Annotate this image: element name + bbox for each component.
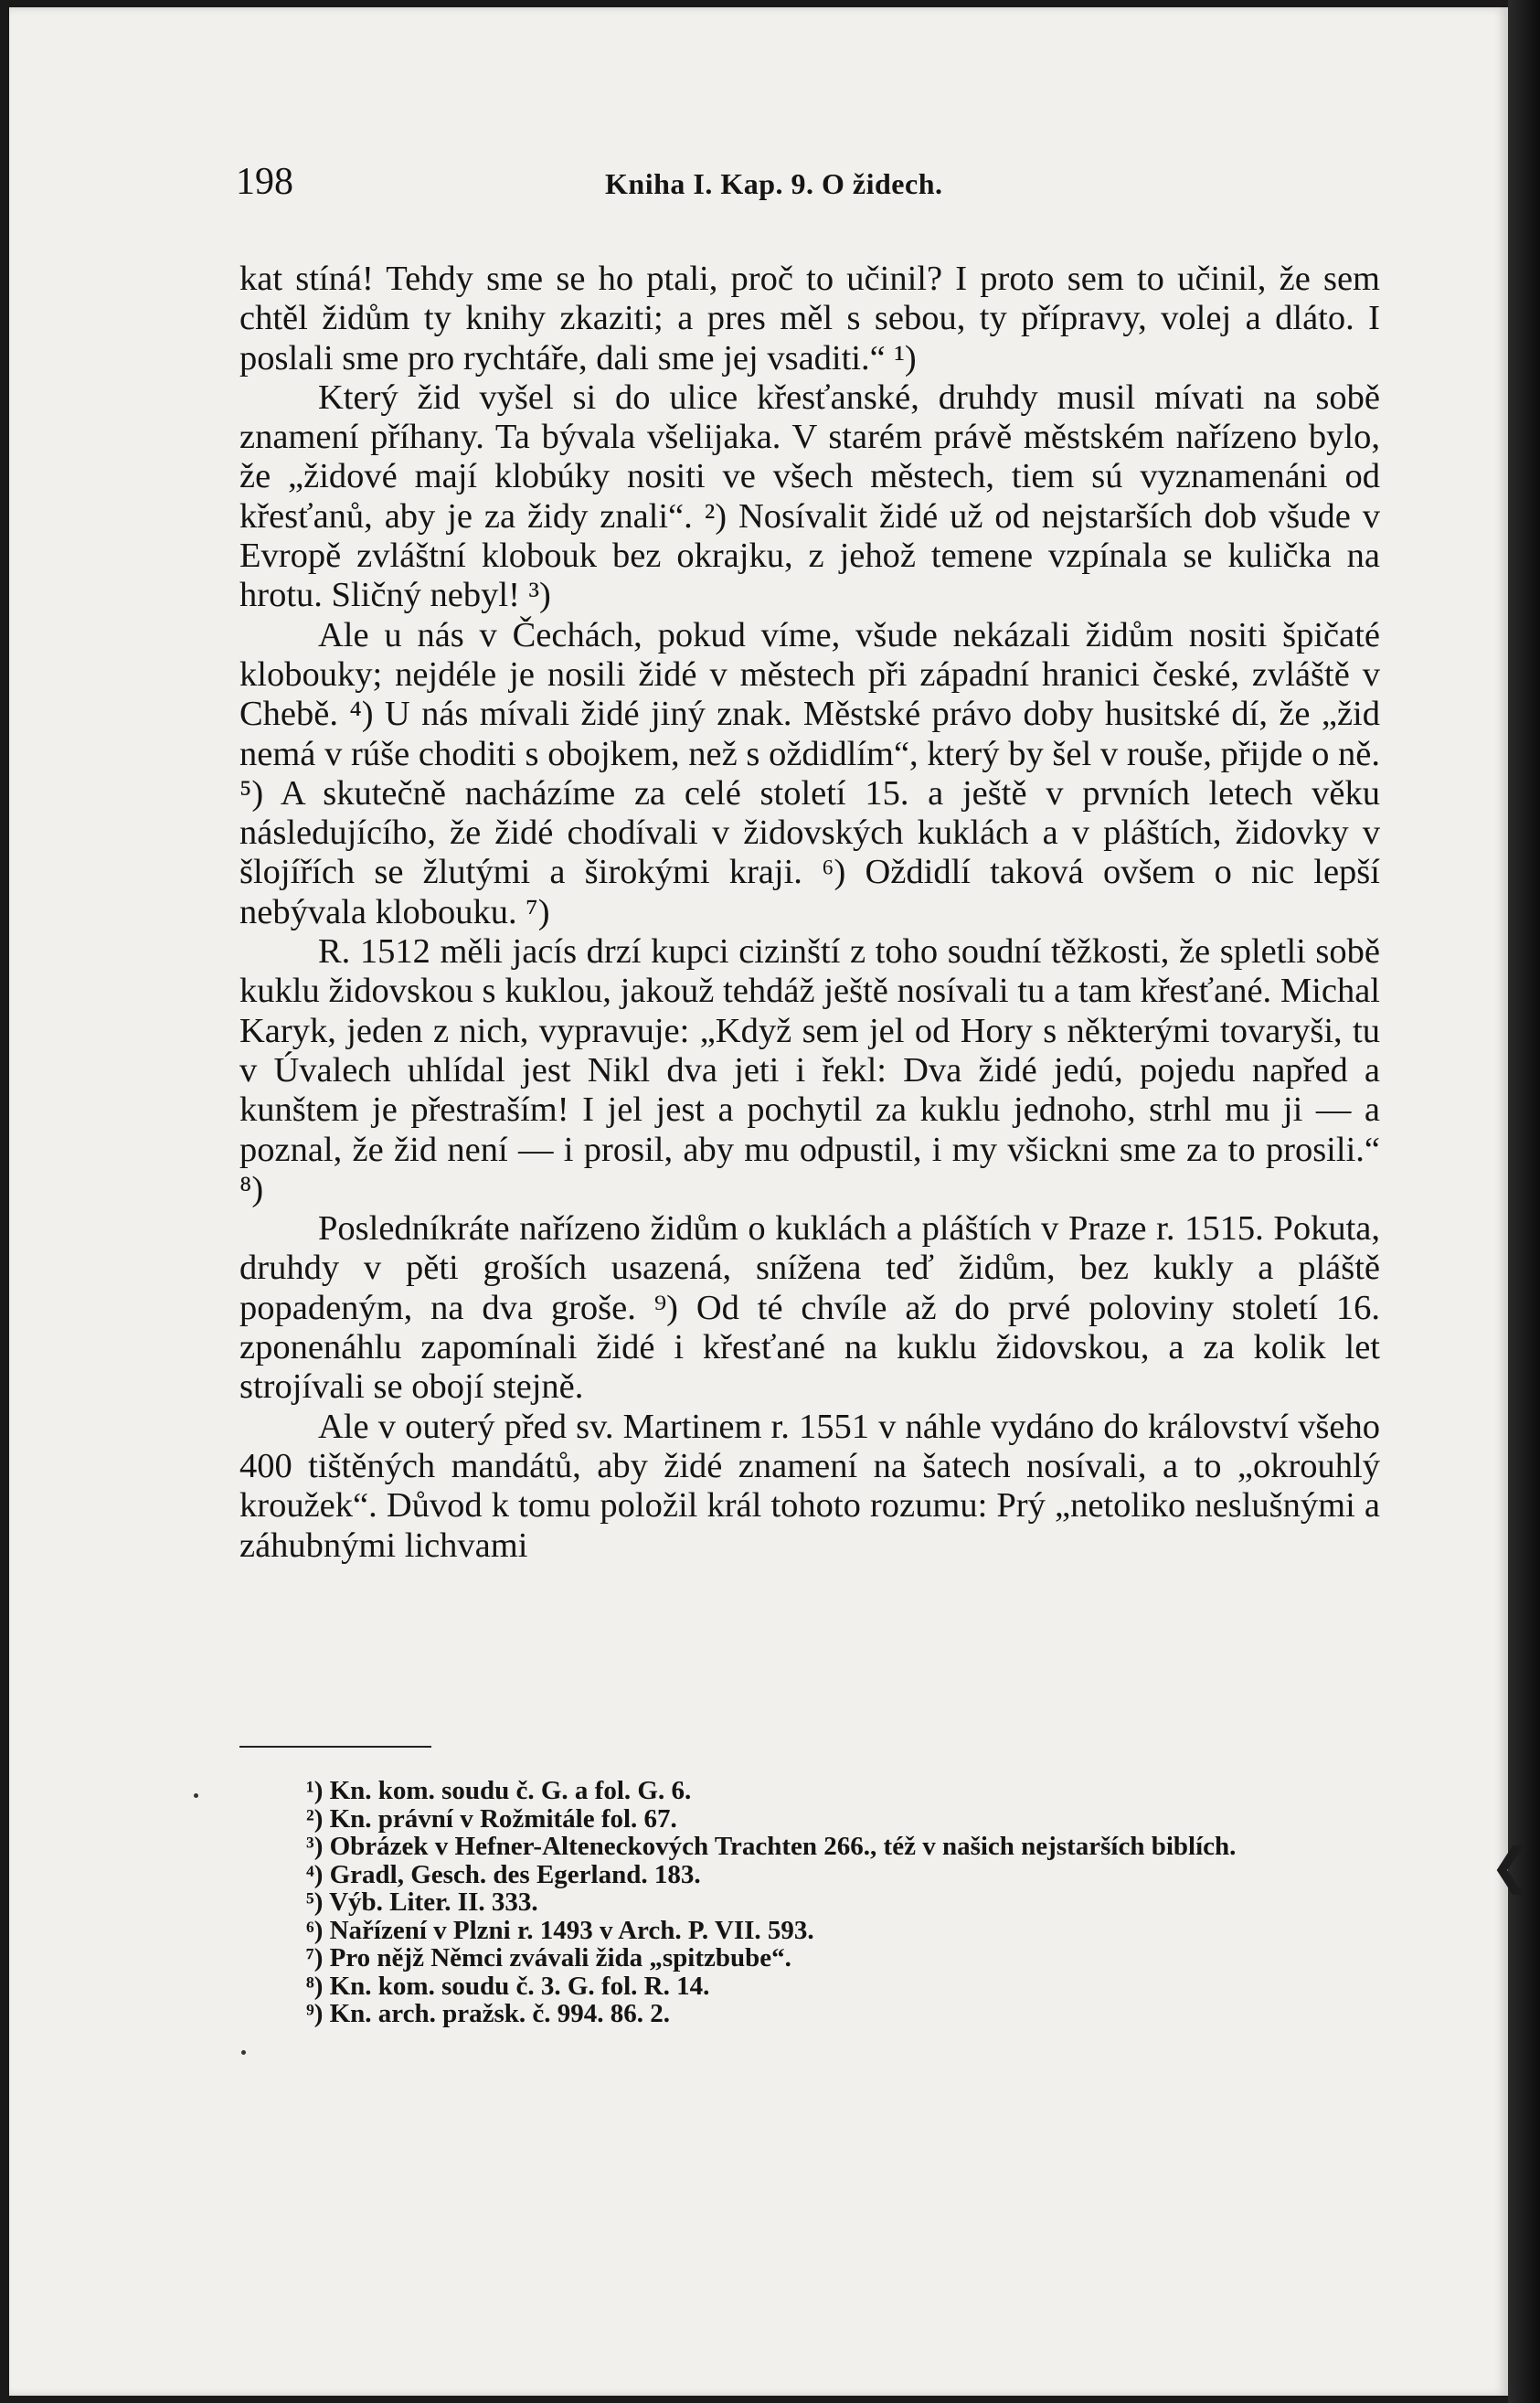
paragraph-2: Který žid vyšel si do ulice křesťanské, druhdy musil mívati na sobě znamení příhany. Ta bývala všelijaka. V starém právě městském nařízeno bylo, že „židové mají klobúky nositi ve všech městech, tiem sú vyznamenáni od křesťanů, aby je za židy znali“. ²) Nosívalit židé už od nejstarších dob všude v Evropě zvláštní klobouk bez okrajku, z jehož temene vzpínala se kulička na hrotu. Sličný nebyl! ³) [239,377,1380,615]
footnote-2: ²) Kn. právní v Rožmitále fol. 67. [306,1803,677,1834]
running-title: Kniha I. Kap. 9. O židech. [605,167,943,200]
footnote-9: ⁹) Kn. arch. pražsk. č. 994. 86. 2. [306,1999,671,2028]
footnote-rule [239,1746,431,1748]
paragraph-6: Ale v outerý před sv. Martinem r. 1551 v náhle vydáno do království všeho 400 tištěných mandátů, aby židé znamení na šatech nosívali, a to „okrouhlý kroužek“. Důvod k tomu položil král tohoto rozumu: Prý „netoliko neslušnými a záhubnými lichvami [239,1407,1380,1565]
paragraph-5: Posledníkráte nařízeno židům o kuklách a pláštích v Praze r. 1515. Pokuta, druhdy v pěti groších usazená, snížena teď židům, bez kukly a pláště popadeným, na dva groše. ⁹) Od té chvíle až do prvé poloviny století 16. zponenáhlu zapomínali židé i křesťané na kuklu židovskou, a za kolik let strojívali se obojí stejně. [239,1209,1380,1407]
footnote-7: ⁷) Pro nějž Němci zvávali žida „spitzbube“. [306,1943,791,1972]
footnote-4: ⁴) Gradl, Gesch. des Egerland. 183. [306,1859,701,1889]
paragraph-4: R. 1512 měli jacís drzí kupci cizinští z toho soudní těžkosti, že spletli sobě kuklu židovskou s kuklou, jakouž tehdáž ještě nosívali tu a tam křesťané. Michal Karyk, jeden z nich, vypravuje: „Když sem jel od Hory s některými tovaryši, tu v Úvalech uhlídal jest Nikl dva jeti i řekl: Dva židé jedú, pojedu napřed a kunštem je přestraším! I jel jest a pochytil za kuklu jednoho, strhl mu ji — a poznal, že žid není — i prosil, aby mu odpustil, i my všickni sme za to prosili.“ ⁸) [239,932,1380,1208]
scan-speck [241,2050,246,2055]
footnote-3: ³) Obrázek v Hefner-Alteneckových Trachten 266., též v našich nejstarších biblích. [306,1832,1237,1861]
scan-speck [194,1793,198,1798]
body-text [239,260,1380,1566]
footnote-6: ⁶) Nařízení v Plzni r. 1493 v Arch. P. VII. 593. [306,1915,814,1945]
binding-mark-icon: ❮ [1490,1837,1532,1895]
paragraph-3: Ale u nás v Čechách, pokud víme, všude nekázali židům nositi špičaté klobouky; nejdéle je nosili židé v městech při západní hranici české, zvláště v Chebě. ⁴) U nás mívali židé jiný znak. Městské právo doby husitské dí, že „žid nemá v rúše choditi s obojkem, než s oždidlím“, který by šel v rouše, přijde o ně. ⁵) A skutečně nacházíme za celé století 15. a ještě v prvních letech věku následujícího, že židé chodívali v židovských kuklách a v pláštích, židovky v šlojířích se žlutými a širokými kraji. ⁶) Oždidlí taková ovšem o nic lepší nebývala klobouku. ⁷) [239,615,1380,931]
page-header [236,160,1380,206]
scan-right-edge [1508,0,1540,2403]
page-number: 198 [236,161,293,203]
footnote-1: ¹) Kn. kom. soudu č. G. a fol. G. 6. [306,1776,692,1805]
footnote-5: ⁵) Výb. Liter. II. 333. [306,1887,538,1917]
paragraph-1: kat stíná! Tehdy sme se ho ptali, proč to učinil? I proto sem to učinil, že sem chtěl židům ty knihy zkaziti; a pres měl s sebou, ty přípravy, volej a dláto. I poslali sme pro rychtáře, dali sme jej vsaditi.“ ¹) [239,260,1380,377]
footnote-8: ⁸) Kn. kom. soudu č. 3. G. fol. R. 14. [306,1971,710,2001]
footnotes [239,1777,1380,2028]
